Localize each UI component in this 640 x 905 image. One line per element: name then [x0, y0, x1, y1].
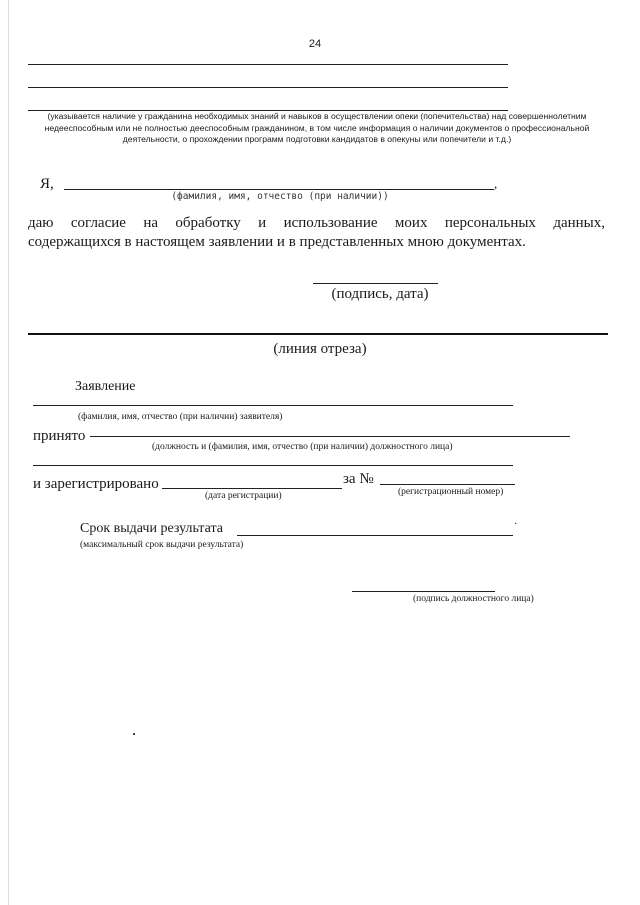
- blank-line-2: [28, 87, 508, 88]
- registered-label: и зарегистрировано: [33, 476, 159, 492]
- registration-date-line: [162, 488, 342, 489]
- number-label: за №: [343, 471, 374, 487]
- official-signature-line: [352, 591, 495, 592]
- name-line: [64, 189, 494, 190]
- official-hint: (должность и (фамилия, имя, отчество (при наличии) должностного лица): [152, 442, 453, 452]
- knowledge-hint: (указывается наличие у гражданина необходимых знаний и навыков в осуществлении опеки (попечительства) над совершеннолетним недееспособным или не полностью дееспособным гражданином, в том числе информация о наличии документов о профессиональной деятельности, о прохождении программ подготовки кандидатов в опекуны или попечители и т.д.): [44, 111, 590, 144]
- official-line: [90, 436, 570, 437]
- applicant-line: [33, 405, 513, 406]
- signature-line: [313, 283, 438, 284]
- deadline-hint: (максимальный срок выдачи результата): [80, 540, 244, 550]
- deadline-label: Срок выдачи результата: [80, 521, 223, 536]
- registration-number-hint: (регистрационный номер): [398, 487, 504, 497]
- name-hint: (фамилия, имя, отчество (при наличии)): [171, 191, 389, 202]
- deadline-dot: ·: [514, 519, 518, 530]
- receipt-title: Заявление: [75, 379, 136, 394]
- deadline-line: [237, 535, 513, 536]
- applicant-hint: (фамилия, имя, отчество (при наличии) заявителя): [78, 412, 283, 422]
- official-line-2: [33, 465, 513, 466]
- cut-line: [28, 333, 608, 335]
- official-signature-hint: (подпись должностного лица): [413, 594, 534, 604]
- registration-date-hint: (дата регистрации): [205, 491, 282, 501]
- accepted-label: принято: [33, 428, 86, 444]
- page-number: 24: [308, 38, 322, 50]
- registration-number-line: [380, 484, 515, 485]
- consent-text-line1: даю согласие на обработку и использование моих персональных данных,: [28, 215, 605, 231]
- consent-text-line2: содержащихся в настоящем заявлении и в представленных мною документах.: [28, 234, 526, 250]
- comma: ,: [494, 176, 498, 191]
- scan-edge: [8, 0, 9, 905]
- blank-line-1: [28, 64, 508, 65]
- signature-hint: (подпись, дата): [331, 286, 429, 302]
- cut-line-label: (линия отреза): [273, 341, 367, 357]
- i-label: Я,: [40, 176, 54, 192]
- scan-speck: [133, 733, 135, 735]
